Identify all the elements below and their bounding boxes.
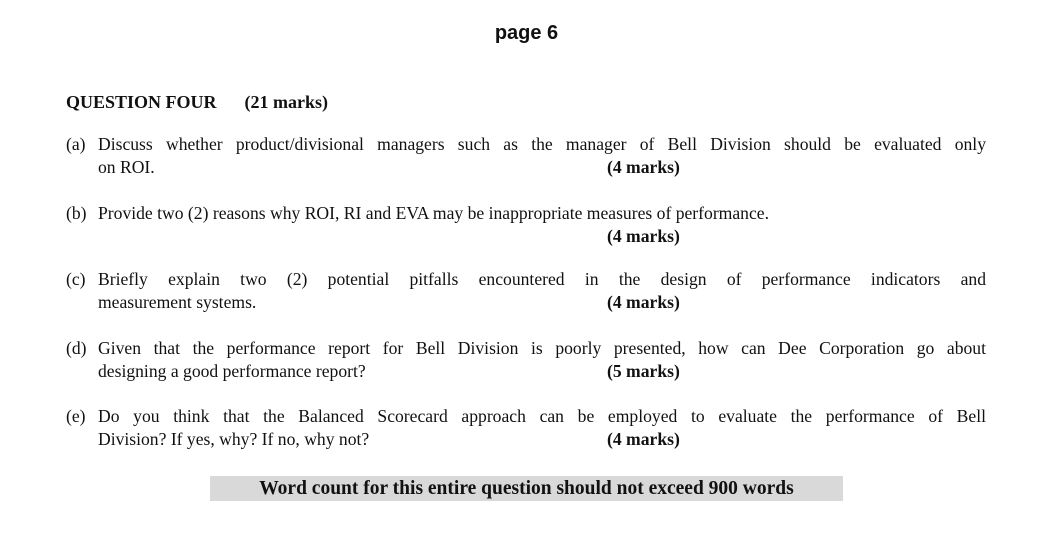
part-marks: (4 marks) bbox=[607, 226, 680, 246]
part-text-line1: Do you think that the Balanced Scorecard approach can be employed to evaluate the performance of Bell bbox=[98, 406, 986, 426]
part-text-line1: Given that the performance report for Bell Division is poorly presented, how can Dee Corporation go about bbox=[98, 338, 986, 358]
question-total-marks: (21 marks) bbox=[244, 92, 329, 112]
page-number: page 6 bbox=[494, 22, 559, 44]
part-text-line1: Briefly explain two (2) potential pitfalls encountered in the design of performance indicators and bbox=[98, 269, 986, 289]
part-text-line2: measurement systems. bbox=[98, 292, 257, 312]
question-heading bbox=[66, 92, 328, 113]
part-marks: (5 marks) bbox=[607, 361, 680, 381]
part-text-line2: Division? If yes, why? If no, why not? bbox=[98, 429, 370, 449]
part-text-line2: designing a good performance report? bbox=[98, 361, 366, 381]
part-letter: (c) bbox=[66, 269, 86, 289]
word-count-note: Word count for this entire question should not exceed 900 words bbox=[210, 476, 843, 501]
part-text-line1: Discuss whether product/divisional managers such as the manager of Bell Division should be evaluated only bbox=[98, 134, 986, 154]
question-part-e bbox=[66, 405, 986, 451]
part-marks: (4 marks) bbox=[607, 157, 680, 177]
question-part-b bbox=[66, 202, 986, 248]
question-part-d bbox=[66, 337, 986, 383]
part-letter: (d) bbox=[66, 338, 87, 358]
question-part-a bbox=[66, 133, 986, 179]
part-marks: (4 marks) bbox=[607, 292, 680, 312]
part-letter: (b) bbox=[66, 203, 87, 223]
part-marks: (4 marks) bbox=[607, 429, 680, 449]
question-part-c bbox=[66, 268, 986, 314]
part-text-line1: Provide two (2) reasons why ROI, RI and EVA may be inappropriate measures of performance. bbox=[98, 203, 769, 223]
part-text-line2: on ROI. bbox=[98, 157, 155, 177]
question-title: QUESTION FOUR bbox=[66, 92, 217, 112]
part-letter: (e) bbox=[66, 406, 86, 426]
part-letter: (a) bbox=[66, 134, 86, 154]
